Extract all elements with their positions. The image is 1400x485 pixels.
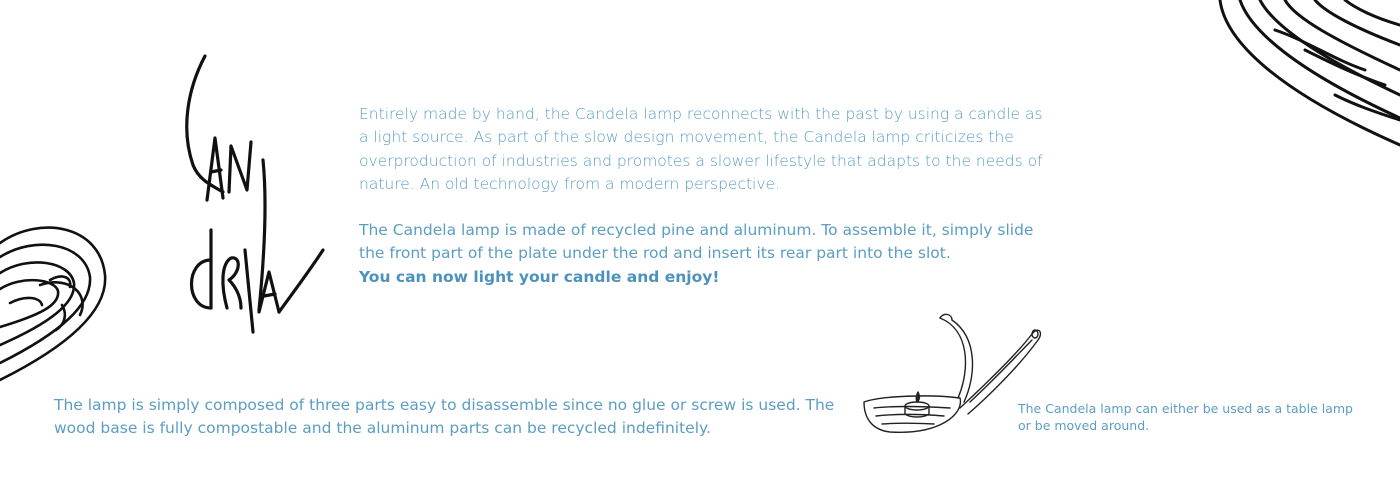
candela-logo [175,50,335,350]
wood-sketch-top-right-icon [1215,0,1400,150]
wood-sketch-left-icon [0,215,115,385]
assembly-paragraph [359,219,1049,289]
lamp-caption: The Candela lamp can either be used as a table lamp or be moved around. [1018,401,1353,434]
assembly-emphasis: You can now light your candle and enjoy! [359,267,720,286]
assembly-text: The Candela lamp is made of recycled pine and aluminum. To assemble it, simply slide the front part of the plate under the rod and insert its rear part into the slot. [359,221,1034,263]
composition-paragraph: The lamp is simply composed of three parts easy to disassemble since no glue or screw is used. The wood base is fully compostable and the aluminum parts can be recycled indefinitely. [54,396,835,438]
intro-paragraph: Entirely made by hand, the Candela lamp reconnects with the past by using a candle as a light source. As part of the slow design movement, the Candela lamp criticizes the overproduction of industries and promotes a slower lifestyle that adapts to the needs of nature. An old technology from a modern perspective. [359,105,1043,194]
